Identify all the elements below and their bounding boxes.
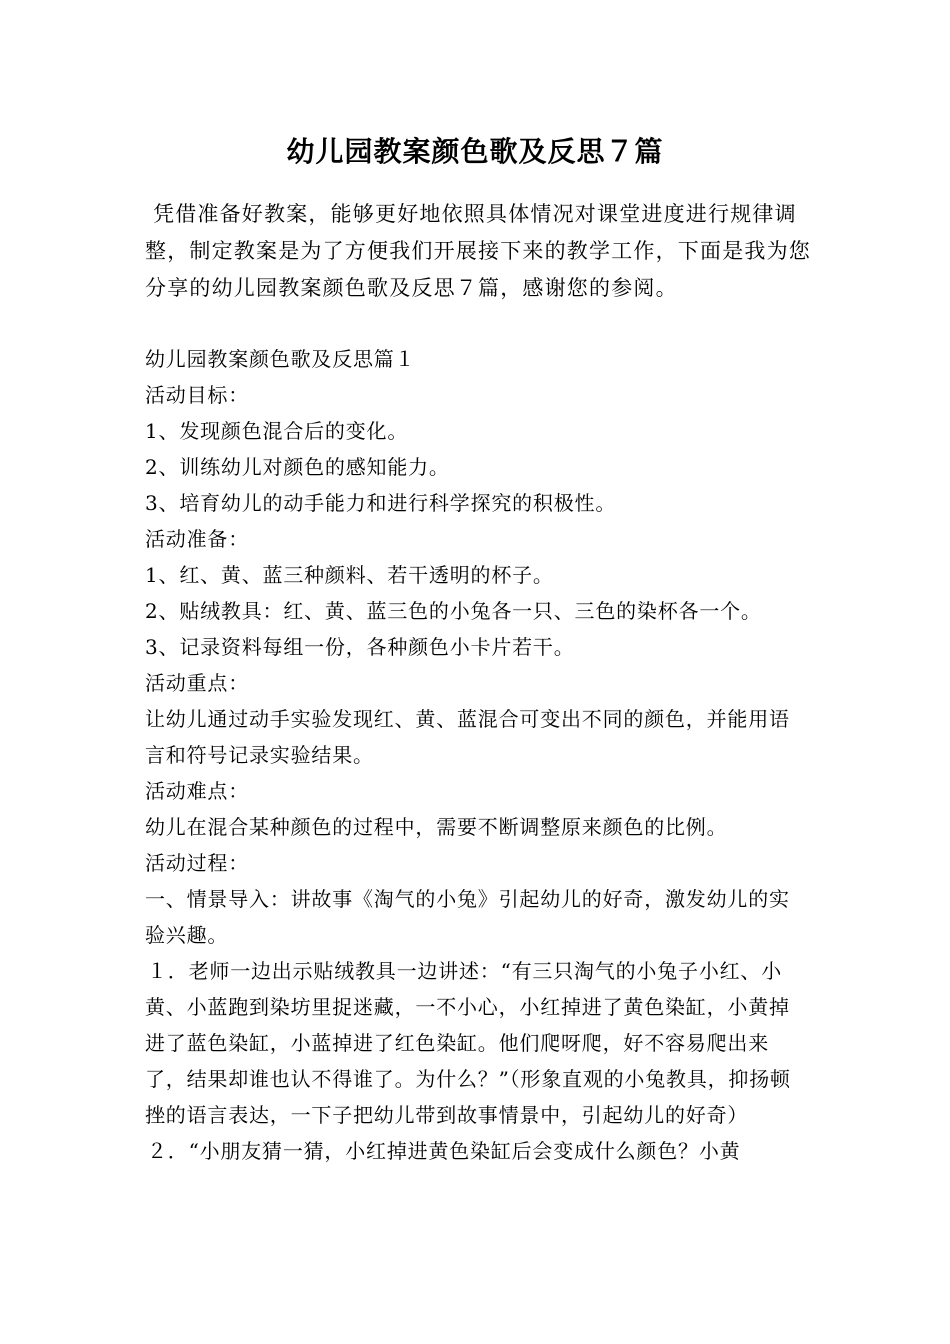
intro-paragraph: 凭借准备好教案，能够更好地依照具体情况对课堂进度进行规律调整，制定教案是为了方便我们开展接下来的教学工作，下面是我为您分享的幼儿园教案颜色歌及反思７篇，感谢您的参阅。	[145, 202, 811, 300]
difficulty-text: 幼儿在混合某种颜色的过程中，需要不断调整原来颜色的比例。	[145, 815, 728, 839]
label-goals: 活动目标：	[145, 383, 249, 407]
goal-item: 3、培育幼儿的动手能力和进行科学探究的积极性。	[145, 491, 617, 515]
goal-item: 1、发现颜色混合后的变化。	[145, 419, 409, 443]
preparation-item: 2、贴绒教具：红、黄、蓝三色的小兔各一只、三色的染杯各一个。	[145, 599, 762, 623]
section-heading: 幼儿园教案颜色歌及反思篇１	[145, 347, 416, 371]
process-step: 一、情景导入：讲故事《淘气的小兔》引起幼儿的好奇，激发幼儿的实验兴趣。	[145, 887, 790, 947]
preparation-item: 1、红、黄、蓝三种颜料、若干透明的杯子。	[145, 563, 554, 587]
label-difficulty: 活动难点：	[145, 779, 249, 803]
process-substep: ２．“小朋友猜一猜，小红掉进黄色染缸后会变成什么颜色？小黄	[147, 1139, 741, 1163]
preparation-item: 3、记录资料每组一份，各种颜色小卡片若干。	[145, 635, 575, 659]
document-body	[145, 341, 809, 1169]
document-title: 幼儿园教案颜色歌及反思７篇	[286, 135, 664, 168]
key-point-text: 让幼儿通过动手实验发现红、黄、蓝混合可变出不同的颜色，并能用语言和符号记录实验结果。	[145, 707, 790, 767]
label-preparation: 活动准备：	[145, 527, 249, 551]
label-key-point: 活动重点：	[145, 671, 249, 695]
goal-item: 2、训练幼儿对颜色的感知能力。	[145, 455, 450, 479]
label-process: 活动过程：	[145, 851, 249, 875]
process-substep: １．老师一边出示贴绒教具一边讲述：“有三只淘气的小兔子小红、小黄、小蓝跑到染坊里捉迷藏，一不小心，小红掉进了黄色染缸，小黄掉进了蓝色染缸，小蓝掉进了红色染缸。他们爬呀爬，好不容易爬出来了，结果却谁也认不得谁了。为什么？”（形象直观的小兔教具，抑扬顿挫的语言表达，一下子把幼儿带到故事情景中，引起幼儿的好奇）	[145, 959, 791, 1127]
